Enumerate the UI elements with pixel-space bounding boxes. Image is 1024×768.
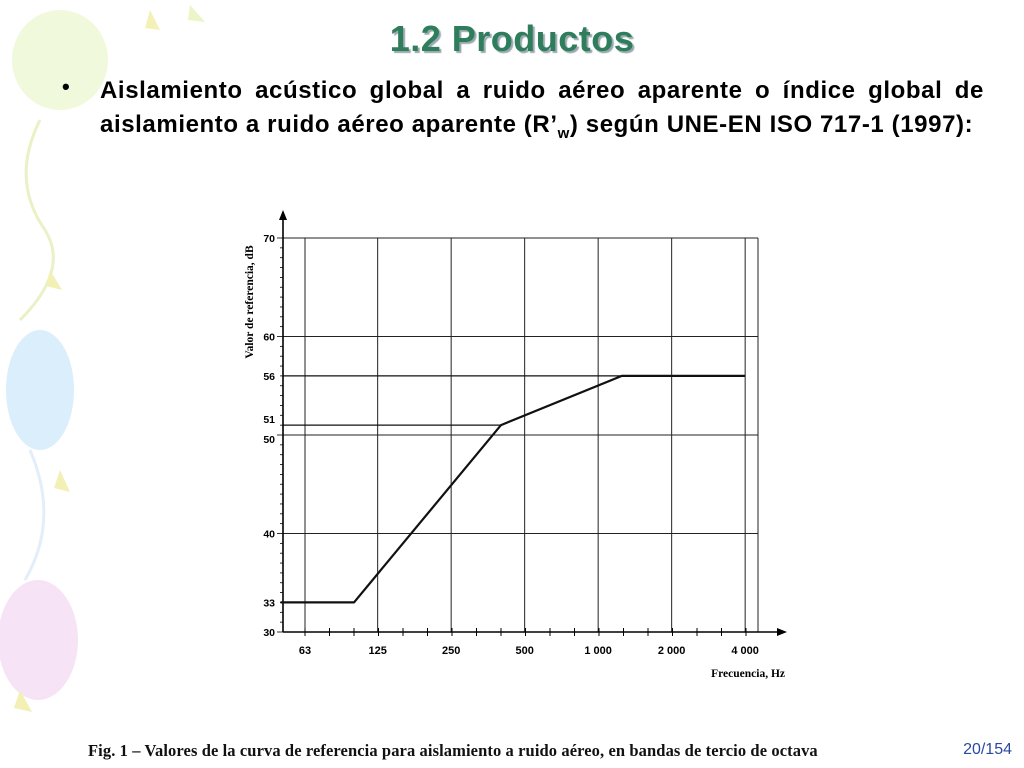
y-tick-label: 50 (263, 434, 275, 446)
bullet-text-tail: ) según UNE-EN ISO 717-1 (1997): (569, 111, 974, 138)
x-tick-label: 63 (298, 645, 312, 657)
y-axis-title: Valor de referencia, dB (244, 245, 256, 359)
pink-balloon-decor (0, 580, 78, 700)
bullet-marker: • (62, 74, 70, 99)
bullet-item (62, 74, 984, 151)
y-tick-label: 30 (263, 627, 275, 639)
x-tick-label: 125 (368, 645, 387, 657)
x-tick-label: 4 000 (731, 645, 759, 657)
x-axis-title: Frecuencia, Hz (711, 668, 785, 680)
chart-ticks (277, 238, 746, 636)
chart-axes (279, 210, 787, 636)
y-tick-label: 51 (263, 414, 275, 427)
x-axis-arrow (777, 628, 787, 636)
y-tick-label: 60 (263, 331, 275, 344)
slide-title: 1.2 Productos (389, 18, 635, 59)
y-tick-label: 33 (263, 597, 275, 610)
y-tick-label: 70 (263, 233, 275, 245)
x-tick-label: 2 000 (657, 645, 686, 657)
reference-curve-line (281, 376, 746, 603)
y-tick-label: 40 (263, 528, 275, 541)
x-tick-label: 500 (515, 645, 534, 657)
x-tick-label: 1 000 (584, 645, 612, 657)
chart-grid (283, 238, 758, 632)
bullet-text-subscript: w (557, 124, 570, 142)
blue-balloon-decor (6, 330, 74, 450)
page-number: 20/154 (963, 741, 1012, 758)
x-tick-label: 250 (441, 645, 461, 657)
reference-curve-chart (225, 200, 805, 690)
y-tick-label: 56 (263, 370, 275, 383)
chart-labels (244, 233, 785, 680)
figure-caption: Fig. 1 – Valores de la curva de referencia para aislamiento a ruido aéreo, en bandas de tercio de octava (88, 741, 818, 760)
bullet-text-main: Aislamiento acústico global a ruido aéreo aparente o índice global de aislamiento a ruido aéreo aparente (R’ (100, 77, 984, 138)
y-axis-arrow (279, 210, 287, 220)
bullet-text (100, 74, 984, 151)
chart-series (281, 376, 746, 603)
